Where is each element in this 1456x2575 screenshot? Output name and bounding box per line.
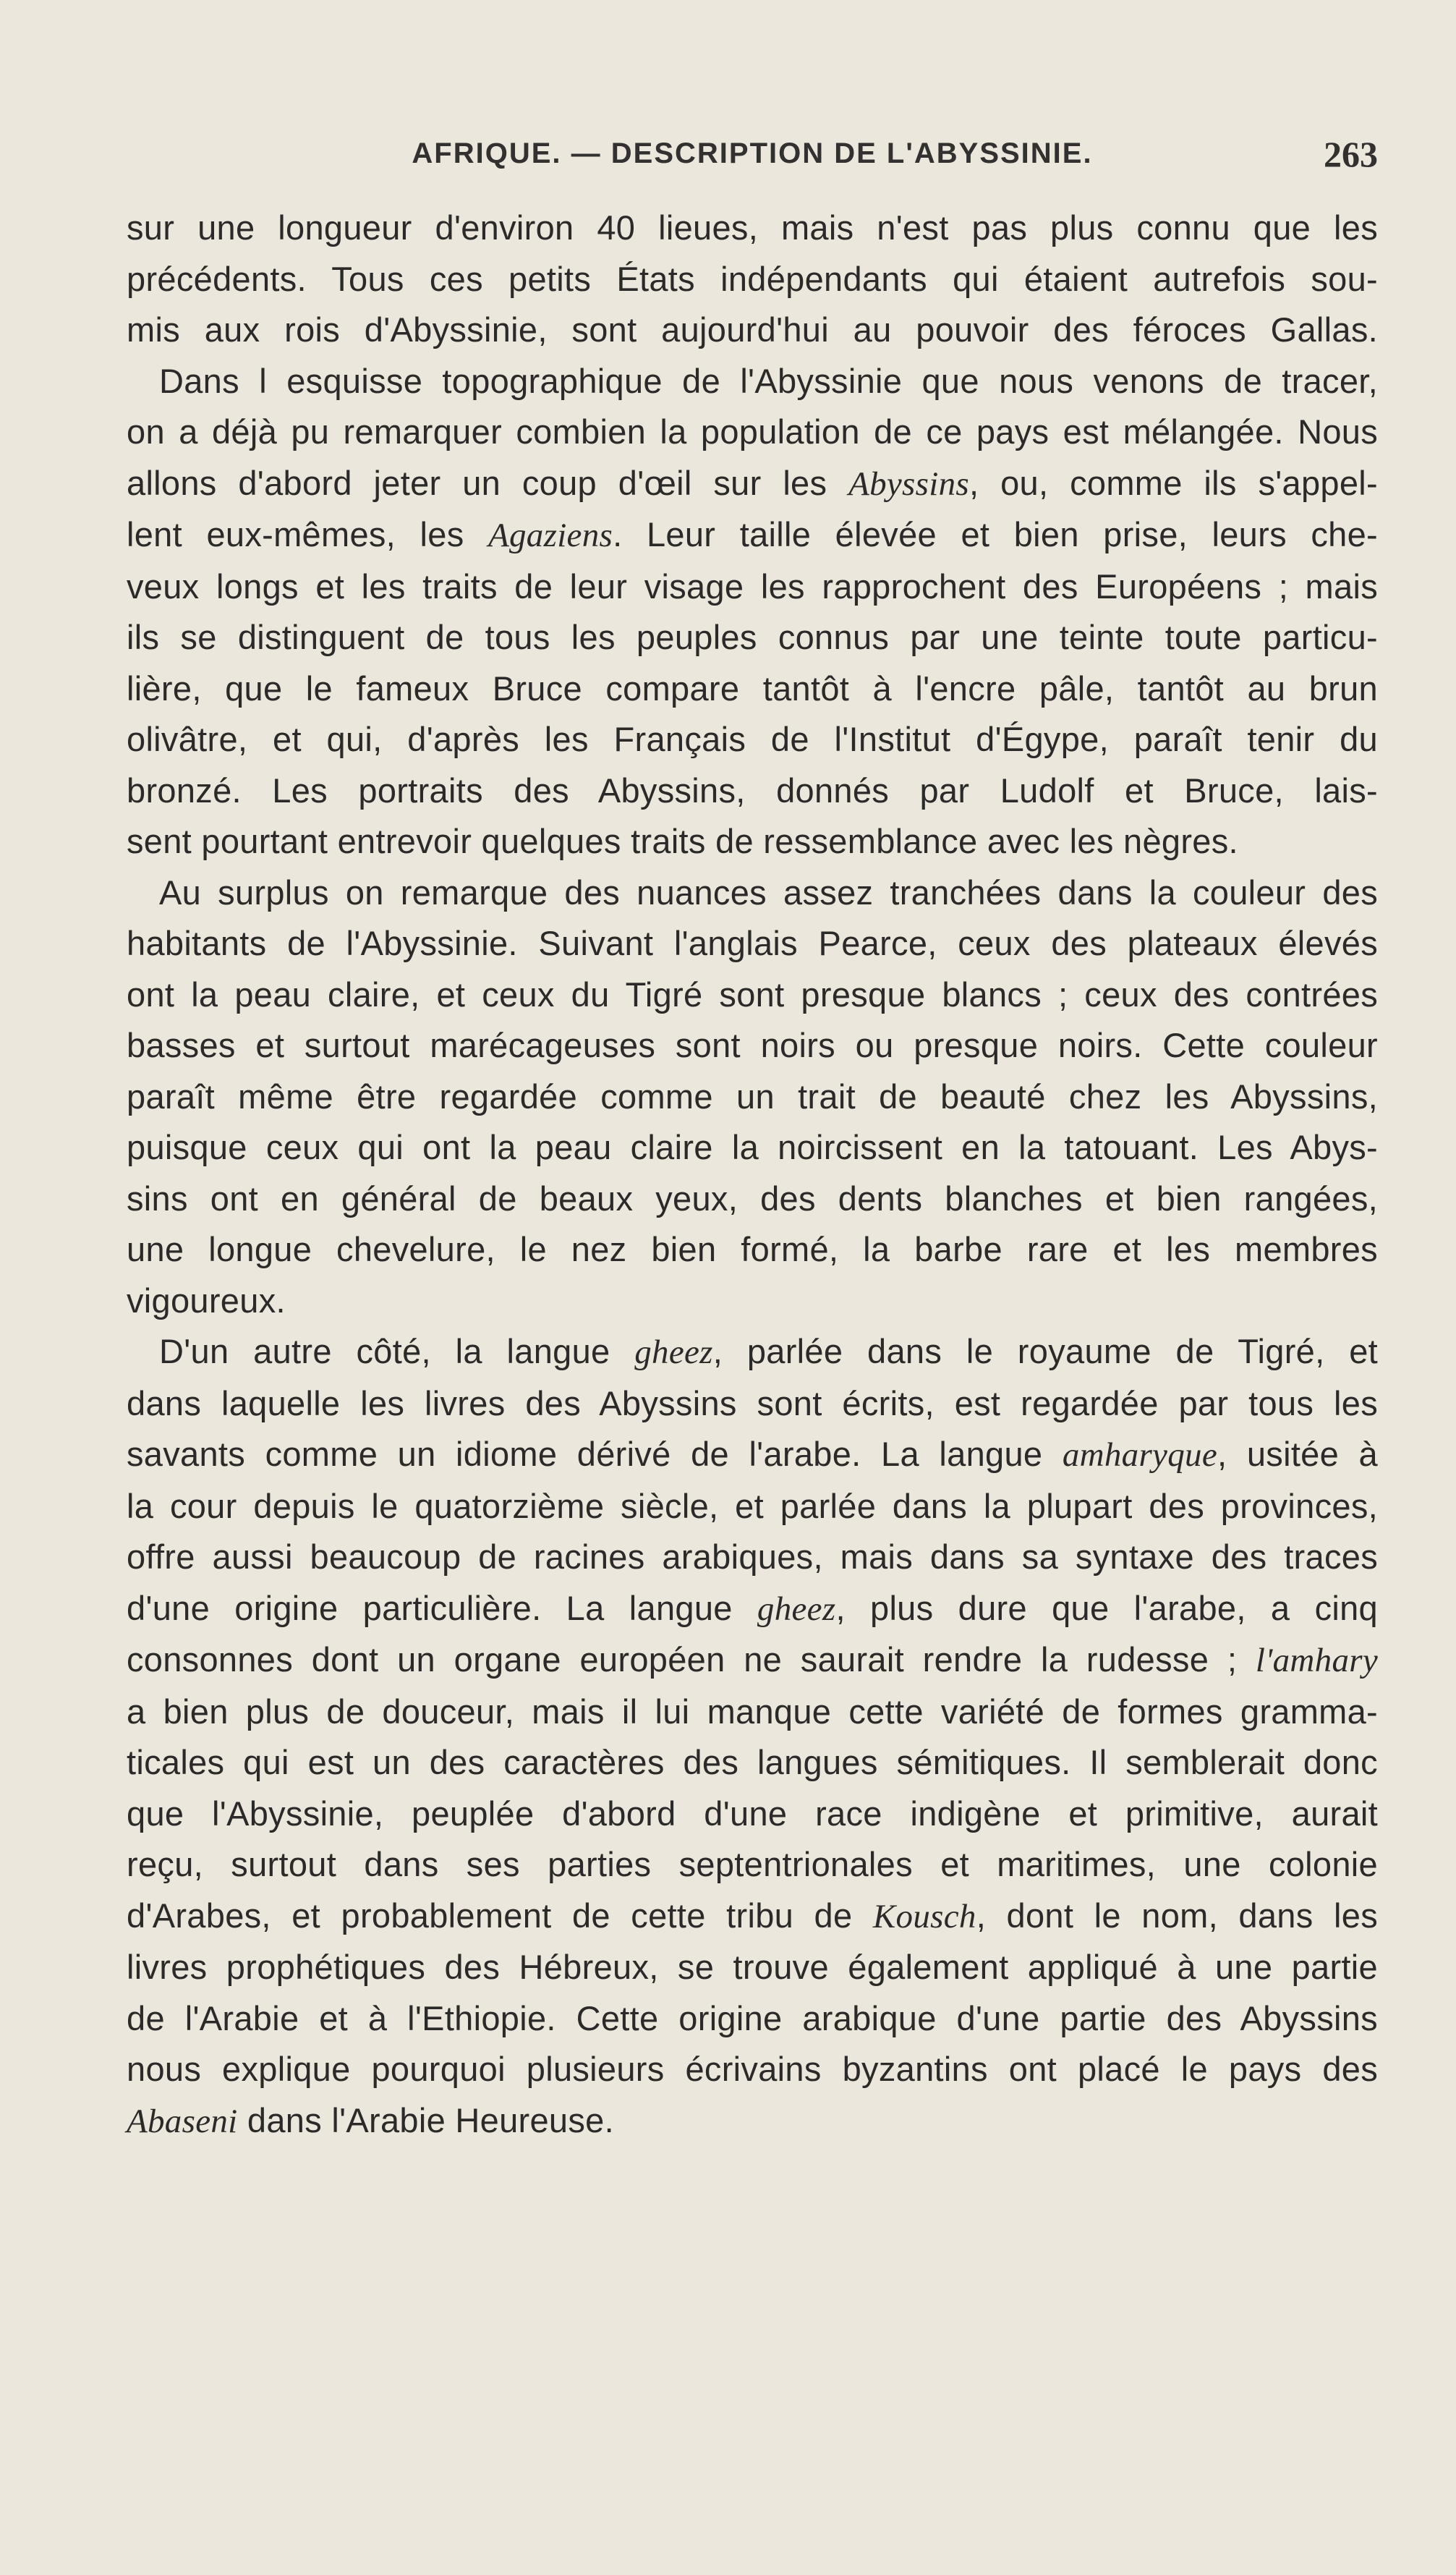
text-line: sent pourtant entrevoir quelques traits de ressemblance avec les nègres. xyxy=(127,822,1238,860)
text-line: basses et surtout marécageuses sont noirs ou presque noirs. Cette couleur xyxy=(127,1026,1378,1064)
paragraph-start-line: Au surplus on remarque des nuances assez tranchées dans la couleur des xyxy=(159,873,1378,912)
text-line: ont la peau claire, et ceux du Tigré sont presque blancs ; ceux des contrées xyxy=(127,975,1378,1014)
text-line: savants comme un idiome dérivé de l'arabe. La langue amharyque, usitée à xyxy=(127,1435,1378,1474)
text-line: dans laquelle les livres des Abyssins sont écrits, est regardée par tous les xyxy=(127,1383,1378,1422)
text-line: nous explique pourquoi plusieurs écrivains byzantins ont placé le pays des xyxy=(127,2050,1378,2088)
text-line: livres prophétiques des Hébreux, se trouve également appliqué à une partie xyxy=(127,1948,1378,1986)
text-line: précédents. Tous ces petits États indépendants qui étaient autrefois sou- xyxy=(127,259,1378,298)
text-line: habitants de l'Abyssinie. Suivant l'anglais Pearce, ceux des plateaux élevés xyxy=(127,924,1378,962)
running-title: AFRIQUE. — DESCRIPTION DE L'ABYSSINIE. xyxy=(412,137,1093,169)
text-line: une longue chevelure, le nez bien formé, la barbe rare et les membres xyxy=(127,1230,1378,1268)
text-line: d'une origine particulière. La langue gheez, plus dure que l'arabe, a cinq xyxy=(127,1588,1378,1628)
text-line: on a déjà pu remarquer combien la population de ce pays est mélangée. Nous xyxy=(127,412,1378,451)
text-line: vigoureux. xyxy=(127,1281,286,1320)
text-line: veux longs et les traits de leur visage les rapprochent des Européens ; mais xyxy=(127,567,1378,606)
text-line: paraît même être regardée comme un trait de beauté chez les Abyssins, xyxy=(127,1077,1378,1116)
text-line: offre aussi beaucoup de racines arabiques, mais dans sa syntaxe des traces xyxy=(127,1537,1378,1576)
body-text xyxy=(127,203,1378,2147)
text-line: ils se distinguent de tous les peuples connus par une teinte toute particu- xyxy=(127,618,1378,656)
text-line: olivâtre, et qui, d'après les Français de l'Institut d'Égype, paraît tenir du xyxy=(127,720,1378,758)
text-line: Abaseni dans l'Arabie Heureuse. xyxy=(127,2100,614,2140)
text-line: reçu, surtout dans ses parties septentrionales et maritimes, une colonie xyxy=(127,1845,1378,1883)
text-line: sur une longueur d'environ 40 lieues, mais n'est pas plus connu que les xyxy=(127,208,1378,247)
page-number: 263 xyxy=(1324,134,1378,174)
text-line: mis aux rois d'Abyssinie, sont aujourd'hui au pouvoir des féroces Gallas. xyxy=(127,310,1378,349)
paragraph-start-line: Dans l esquisse topographique de l'Abyssinie que nous venons de tracer, xyxy=(159,361,1378,400)
page-header xyxy=(127,134,1378,188)
text-line: consonnes dont un organe européen ne saurait rendre la rudesse ; l'amhary xyxy=(127,1640,1378,1679)
text-line: ticales qui est un des caractères des langues sémitiques. Il semblerait donc xyxy=(127,1743,1378,1781)
text-line: sins ont en général de beaux yeux, des dents blanches et bien rangées, xyxy=(127,1179,1378,1218)
text-line: bronzé. Les portraits des Abyssins, donnés par Ludolf et Bruce, lais- xyxy=(127,771,1378,810)
paragraph-start-line: D'un autre côté, la langue gheez, parlée dans le royaume de Tigré, et xyxy=(159,1332,1379,1371)
text-line: la cour depuis le quatorzième siècle, et parlée dans la plupart des provinces, xyxy=(127,1486,1378,1525)
text-line: de l'Arabie et à l'Ethiopie. Cette origine arabique d'une partie des Abyssins xyxy=(127,1998,1378,2037)
text-line: lent eux-mêmes, les Agaziens. Leur taille élevée et bien prise, leurs che- xyxy=(127,515,1378,554)
text-line: puisque ceux qui ont la peau claire la noircissent en la tatouant. Les Abys- xyxy=(127,1128,1378,1166)
text-line: d'Arabes, et probablement de cette tribu de Kousch, dont le nom, dans les xyxy=(127,1896,1378,1935)
text-line: que l'Abyssinie, peuplée d'abord d'une race indigène et primitive, aurait xyxy=(127,1794,1378,1833)
text-line: lière, que le fameux Bruce compare tantôt à l'encre pâle, tantôt au brun xyxy=(127,669,1378,708)
text-line: allons d'abord jeter un coup d'œil sur les Abyssins, ou, comme ils s'appel- xyxy=(127,463,1378,503)
text-line: a bien plus de douceur, mais il lui manque cette variété de formes gramma- xyxy=(127,1692,1378,1731)
